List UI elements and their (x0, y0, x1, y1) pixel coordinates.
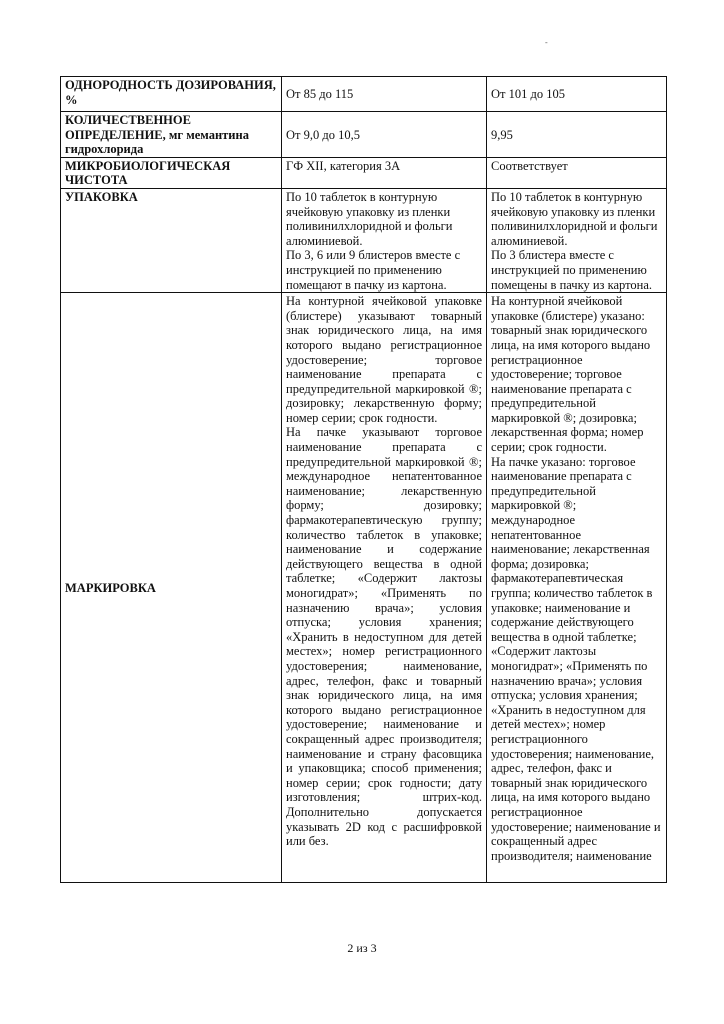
specification-table (60, 76, 667, 883)
norm-paragraph: На контурной ячейковой упаковке (блистере) указывают товарный знак юридического лица, на имя которого выдано регистрационное удостоверение; торговое наименование препарата с предупредительной маркировкой ®; дозировку; лекарственную форму; номер серии; срок годности. (286, 294, 482, 425)
table-row (61, 188, 667, 292)
param-label: ОДНОРОДНОСТЬ ДОЗИРОВАНИЯ, % (65, 78, 276, 107)
param-label: МАРКИРОВКА (65, 580, 156, 595)
norm-cell (282, 293, 487, 883)
param-cell (61, 77, 282, 112)
result-cell (487, 188, 667, 292)
norm-cell: От 9,0 до 10,5 (282, 112, 487, 158)
result-paragraph: На пачке указано: торговое наименование препарата с предупредительной маркировкой ®; международное непатентованное наименование; лекарственная форма; дозировка; фармакотерапевтическая группа; количество таблеток в упаковке; наименование и содержание действующего вещества в одной таблетке; «Содержит лактозы моногидрат»; «Применять по назначению врача»; условия отпуска; условия хранения; «Хранить в недоступном для детей местех»; номер регистрационного удостоверения; наименование, адрес, телефон, факс и товарный знак юридического лица, на имя которого выдано регистрационное удостоверение; наименование и сокращенный адрес производителя; наименование (491, 454, 661, 863)
param-cell (61, 293, 282, 883)
norm-paragraph: По 10 таблеток в контурную ячейковую упаковку из пленки поливинилхлоридной и фольги алюминиевой. (286, 189, 453, 248)
param-label: УПАКОВКА (65, 189, 138, 204)
table-row (61, 157, 667, 188)
table-row (61, 293, 667, 883)
param-label: КОЛИЧЕСТВЕННОЕ ОПРЕДЕЛЕНИЕ, (65, 113, 191, 142)
norm-cell: От 85 до 115 (282, 77, 487, 112)
stray-mark: - (545, 38, 548, 47)
page-number: 2 из 3 (347, 941, 377, 955)
norm-paragraph: На пачке указывают торговое наименование препарата с предупредительной маркировкой ®; международное непатентованное наименование; лекарственную форму; дозировку; фармакотерапевтическую группу; количество таблеток в упаковке; наименование и содержание действующего вещества в одной таблетке; «Содержит лактозы моногидрат»; «Применять по назначению врача»; условия отпуска; условия хранения; «Хранить в недоступном для детей местех»; номер регистрационного удостоверения; наименование, адрес, телефон, факс и товарный знак юридического лица, на имя которого выдано регистрационное удостоверение; наименование и сокращенный адрес производителя; наименование и страну фасовщика и упаковщика; способ применения; номер серии; срок годности; дату изготовления; штрих-код. Дополнительно допускается указывать 2D код с расшифровкой или без. (286, 425, 482, 849)
result-cell: 9,95 (487, 112, 667, 158)
result-paragraph: По 10 таблеток в контурную ячейковую упаковку из пленки поливинилхлоридной и фольги алюминиевой. (491, 189, 658, 248)
norm-cell: ГФ XII, категория 3А (282, 157, 487, 188)
result-cell: Соответствует (487, 157, 667, 188)
norm-paragraph: По 3, 6 или 9 блистеров вместе с инструкцией по применению помещают в пачку из картона. (286, 248, 461, 292)
param-note: мг мемантина гидрохлорида (65, 127, 249, 157)
param-cell (61, 188, 282, 292)
param-cell (61, 157, 282, 188)
param-label: МИКРОБИОЛОГИЧЕСКАЯ ЧИСТОТА (65, 158, 231, 188)
result-cell: От 101 до 105 (487, 77, 667, 112)
param-cell (61, 112, 282, 158)
result-cell (487, 293, 667, 883)
result-paragraph: По 3 блистера вместе с инструкцией по применению помещены в пачку из картона. (491, 248, 653, 292)
norm-cell (282, 188, 487, 292)
result-paragraph: На контурной ячейковой упаковке (блистере) указано: товарный знак юридического лица, на имя которого выдано регистрационное удостоверение; торговое наименование препарата с предупредительной маркировкой ®; дозировка; лекарственная форма; номер серии; срок годности. (491, 294, 651, 455)
table-row (61, 77, 667, 112)
table-row (61, 112, 667, 158)
